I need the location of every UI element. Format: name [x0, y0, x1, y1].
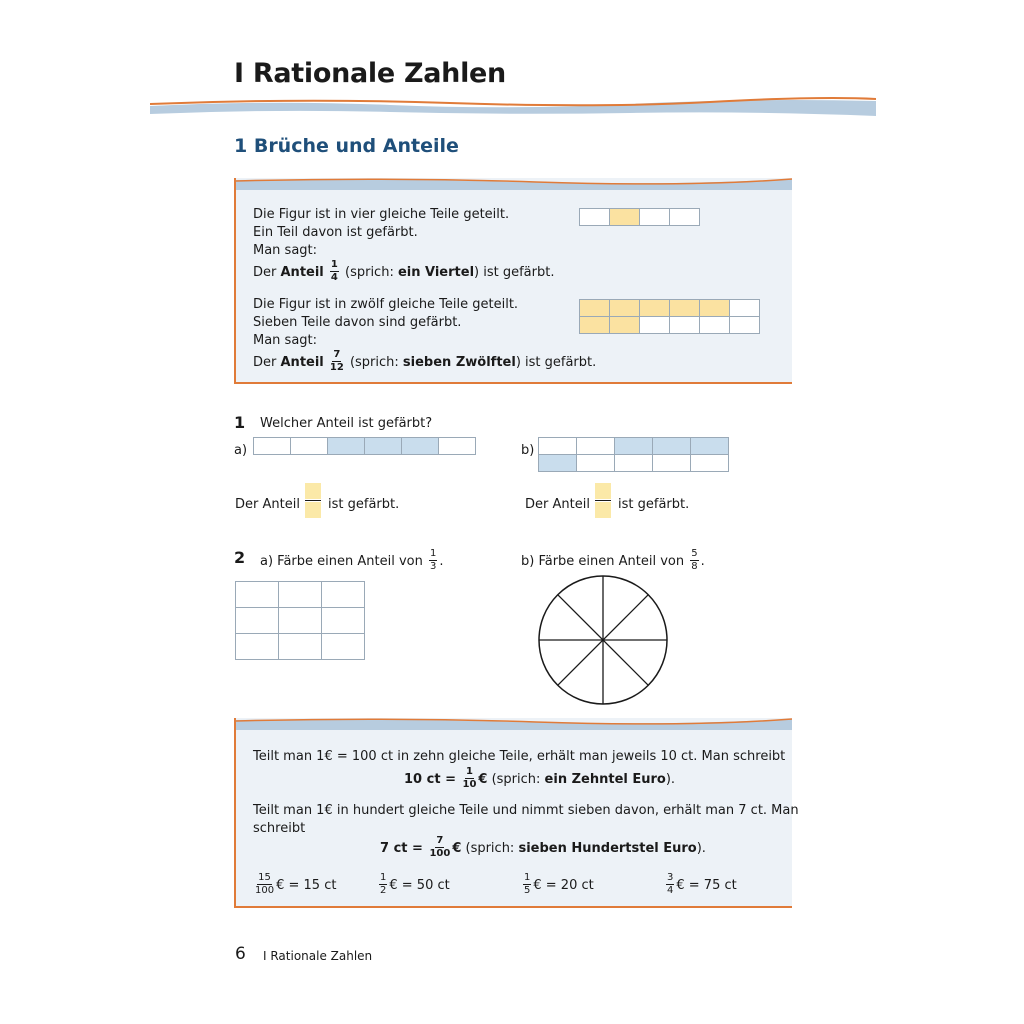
- fraction-7-100: [429, 836, 450, 859]
- example-fraction: [255, 873, 274, 896]
- grid-cell[interactable]: [279, 634, 322, 660]
- text: ).: [665, 772, 676, 787]
- info1-line: Man sagt:: [253, 243, 318, 258]
- numerator: 3: [667, 872, 674, 883]
- unit: €: [478, 772, 488, 787]
- text: 7 ct =: [380, 841, 428, 856]
- page-number: 6: [235, 944, 246, 964]
- exercise-1b-answer-pre: Der Anteil: [525, 497, 590, 512]
- exercise-1b-label: b): [521, 443, 535, 458]
- text: ) ist gefärbt.: [474, 265, 555, 280]
- text: (sprich:: [461, 841, 519, 856]
- exercise-1-number: 1: [234, 413, 246, 432]
- denominator: 2: [380, 885, 387, 896]
- info-box-fractions: [234, 178, 792, 384]
- numerator: 1: [330, 259, 338, 270]
- denominator: 4: [667, 885, 674, 896]
- fraction-bar: [595, 500, 611, 501]
- info2-example-2: [377, 874, 450, 897]
- text: ).: [696, 841, 706, 856]
- info1-line: Die Figur ist in vier gleiche Teile geteilt.: [253, 207, 510, 222]
- figure-twelfths: [579, 299, 760, 334]
- info1-paragraph-2: [253, 296, 596, 374]
- figure-1b: [538, 437, 729, 472]
- info2-example-1: [253, 874, 336, 897]
- exercise-1a-label: a): [234, 443, 248, 458]
- info1-line: Sieben Teile davon sind gefärbt.: [253, 315, 462, 330]
- fraction-5-8: [690, 549, 698, 572]
- numerator: 15: [258, 872, 271, 883]
- text: a) Färbe einen Anteil von: [260, 554, 423, 569]
- info1-line: Die Figur ist in zwölf gleiche Teile geteilt.: [253, 297, 519, 312]
- example-fraction: [523, 873, 531, 896]
- text: 10 ct =: [404, 772, 461, 787]
- info2-example-3: [521, 874, 594, 897]
- info2-line-2b: schreibt: [253, 821, 306, 836]
- numerator: 1: [465, 766, 473, 777]
- fraction-1-4: [330, 260, 339, 283]
- info-box-euro: [234, 718, 799, 908]
- exercise-1a-fraction-input[interactable]: [305, 483, 321, 518]
- text: € = 50 ct: [389, 878, 450, 893]
- footer-chapter: I Rationale Zahlen: [263, 949, 373, 963]
- numerator-field[interactable]: [595, 483, 611, 499]
- numerator: 5: [691, 548, 698, 559]
- text: b) Färbe einen Anteil von: [521, 554, 685, 569]
- example-fraction: [666, 873, 674, 896]
- exercise-2-number: 2: [234, 548, 246, 567]
- term: ein Viertel: [397, 265, 475, 280]
- denominator: 5: [524, 885, 531, 896]
- info1-paragraph-1: [253, 206, 554, 284]
- term-anteil: Anteil: [280, 355, 324, 370]
- text: .: [439, 554, 444, 569]
- exercise-1-prompt: Welcher Anteil ist gefärbt?: [260, 416, 433, 431]
- text: € = 20 ct: [533, 878, 594, 893]
- example-fraction: [379, 873, 387, 896]
- info1-line: Man sagt:: [253, 333, 318, 348]
- info1-line: Ein Teil davon ist gefärbt.: [253, 225, 418, 240]
- text: (sprich:: [487, 772, 545, 787]
- exercise-1a-answer-post: ist gefärbt.: [328, 497, 400, 512]
- figure-2b-circle[interactable]: [536, 573, 670, 707]
- denominator: 10: [462, 779, 477, 790]
- numerator: 7: [333, 349, 341, 360]
- exercise-1b-fraction-input[interactable]: [595, 483, 611, 518]
- denominator: 4: [330, 272, 338, 283]
- info2-example-4: [664, 874, 737, 897]
- numerator: 1: [380, 872, 387, 883]
- grid-cell[interactable]: [322, 608, 365, 634]
- grid-cell[interactable]: [279, 582, 322, 608]
- denominator: 3: [429, 561, 437, 572]
- denominator: 100: [255, 885, 275, 896]
- term: sieben Hundertstel Euro: [518, 841, 697, 856]
- term-anteil: Anteil: [280, 265, 324, 280]
- denominator: 8: [691, 561, 698, 572]
- header-band: [150, 96, 876, 118]
- text: € = 15 ct: [276, 878, 337, 893]
- text: (sprich:: [345, 355, 403, 370]
- figure-1a: [253, 437, 476, 455]
- numerator: 1: [524, 872, 531, 883]
- grid-cell[interactable]: [236, 608, 279, 634]
- info2-formula-2: [380, 837, 706, 860]
- info2-formula-1: [404, 768, 675, 791]
- grid-cell[interactable]: [279, 608, 322, 634]
- denominator-field[interactable]: [595, 502, 611, 518]
- chapter-title: I Rationale Zahlen: [234, 58, 506, 89]
- fraction-1-3: [429, 549, 437, 572]
- grid-cell[interactable]: [236, 582, 279, 608]
- figure-quarter: [579, 208, 700, 226]
- exercise-2a-prompt: [260, 550, 444, 573]
- text: € = 75 ct: [676, 878, 737, 893]
- text: ) ist gefärbt.: [515, 355, 597, 370]
- grid-cell[interactable]: [322, 582, 365, 608]
- exercise-2b-prompt: [521, 550, 705, 573]
- text: (sprich:: [340, 265, 398, 280]
- info2-line-2a: Teilt man 1€ in hundert gleiche Teile und nimmt sieben davon, erhält man 7 ct. Man: [253, 803, 799, 818]
- unit: €: [452, 841, 462, 856]
- fraction-bar: [305, 500, 321, 501]
- term: ein Zehntel Euro: [544, 772, 666, 787]
- exercise-1b-answer-post: ist gefärbt.: [618, 497, 690, 512]
- section-title: 1 Brüche und Anteile: [234, 135, 459, 157]
- info1-definition-1: [253, 261, 554, 284]
- denominator-field[interactable]: [305, 502, 321, 518]
- box-header-wave: [236, 178, 792, 192]
- term: sieben Zwölftel: [402, 355, 516, 370]
- exercise-1a-answer-pre: Der Anteil: [235, 497, 300, 512]
- info2-line-1: Teilt man 1€ = 100 ct in zehn gleiche Teile, erhält man jeweils 10 ct. Man schreibt: [253, 749, 786, 764]
- fraction-7-12: [330, 350, 344, 373]
- text: Der: [253, 265, 281, 280]
- text: Der: [253, 355, 281, 370]
- text: .: [700, 554, 705, 569]
- numerator-field[interactable]: [305, 483, 321, 499]
- denominator: 100: [429, 848, 451, 859]
- box-header-wave: [236, 718, 792, 732]
- numerator: 1: [429, 548, 437, 559]
- grid-cell[interactable]: [236, 634, 279, 660]
- figure-2a-grid[interactable]: [235, 581, 365, 660]
- denominator: 12: [329, 362, 344, 373]
- fraction-1-10: [462, 767, 476, 790]
- grid-cell[interactable]: [322, 634, 365, 660]
- numerator: 7: [436, 835, 444, 846]
- info1-definition-2: [253, 351, 596, 374]
